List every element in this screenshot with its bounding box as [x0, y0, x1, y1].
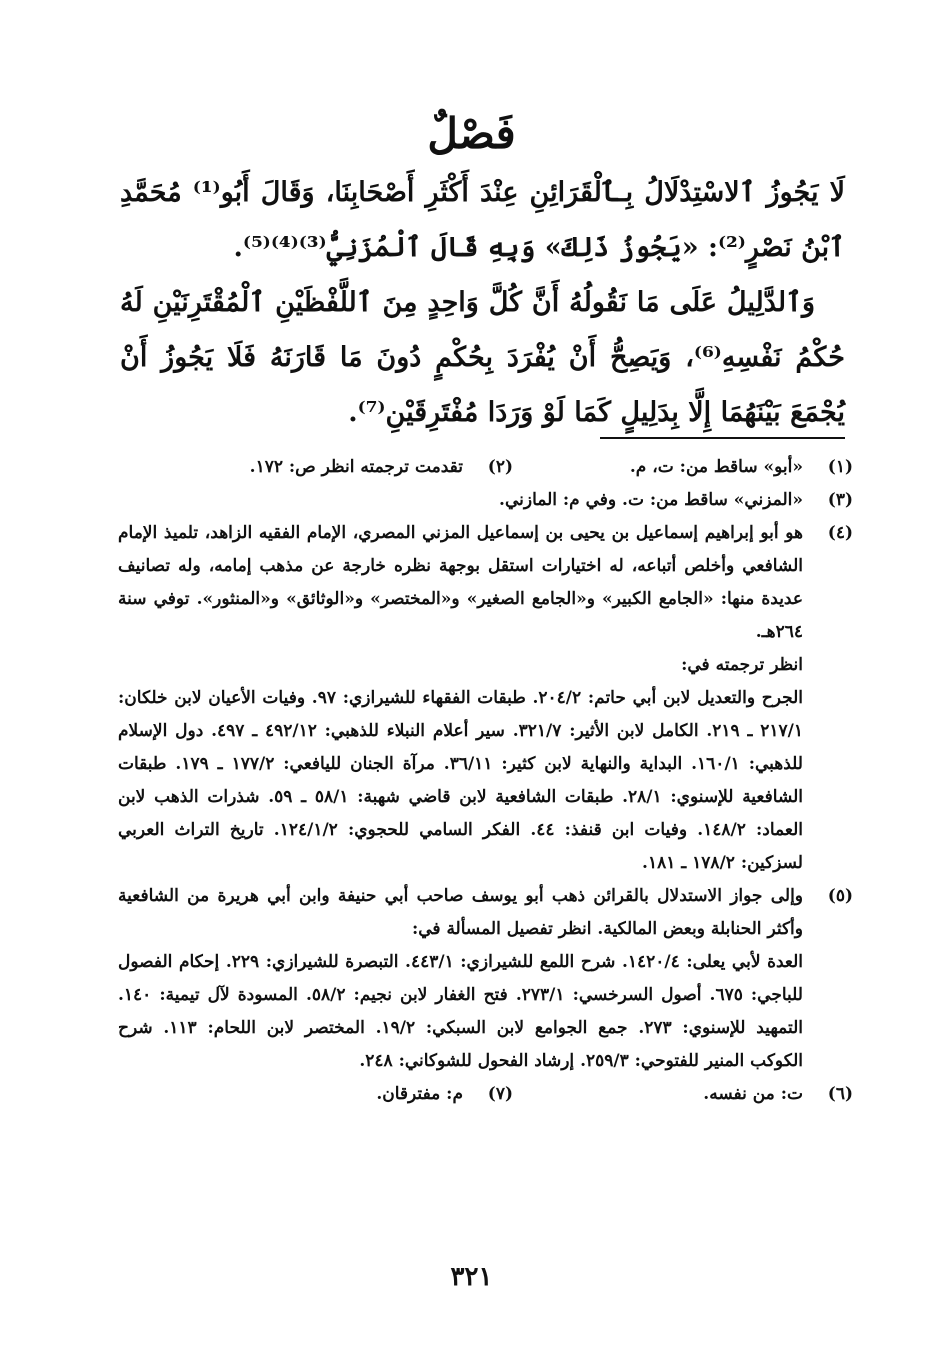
footnote-4 [118, 517, 853, 880]
footnote-number: (١) [827, 457, 853, 477]
footnote-references: العدة لأبي يعلى: ١٤٢٠/٤. شرح اللمع للشيرازي: ٤٤٣/١. التبصرة للشيرازي: ٢٢٩. إحكام الفصول للباجي: ٦٧٥. أصول السرخسي: ٢٧٣/١. فتح الغفار لابن نجيم: ٥٨/٢. المسودة لآل تيمية: ١٤٠. التمهيد للإسنوي: ٢٧٣. جمع الجوامع لابن السبكي: ١٩/٢. المختصر لابن اللحام: ١١٣. شرح الكوكب المنير للفتوحي: ٢٥٩/٣. إرشاد الفحول للشوكاني: ٢٤٨. [118, 952, 804, 1071]
footnote-row-6-7 [118, 1078, 853, 1111]
footnote-body [118, 880, 803, 1078]
footnote-body [118, 517, 803, 880]
footnote-text: «المزني» ساقط من: ت. وفي م: المازني. [499, 490, 803, 510]
footnote-number: (٢) [487, 457, 513, 477]
footnote-see-also: انظر ترجمته في: [681, 655, 803, 675]
footnote-1 [513, 451, 853, 484]
main-paragraph-1: لَا يَجُوزُ ٱلاسْتِدْلَالُ بِـٱلْقَرَائِنِ عِنْدَ أَكْثَرِ أَصْحَابِنَا، وَقَالَ أَبُو⁽¹⁾ مُحَمَّدِ ٱبْنُ نَصْرٍ⁽²⁾: «يَجُوزُ ذَلِكَ» وَبِهِ قَالَ ٱلْمُزَنِيُّ⁽³⁾⁽⁴⁾⁽⁵⁾. [120, 177, 845, 263]
footnote-row-1-2 [118, 451, 853, 484]
footnote-separator [600, 437, 845, 439]
footnote-5 [118, 880, 853, 1078]
footnote-7 [173, 1078, 513, 1111]
main-paragraph-2: وَٱلدَّلِيلُ عَلَى مَا نَقُولُهُ أَنَّ كُلَّ وَاحِدٍ مِنَ ٱللَّفْظَيْنِ ٱلْمُقْتَرِنَيْنِ لَهُ حُكْمُ نَفْسِهِ⁽⁶⁾، وَيَصِحُّ أَنْ يُفْرَدَ بِحُكْمٍ دُونَ مَا قَارَنَهُ فَلَا يَجُوزُ أَنْ يُجْمَعَ بَيْنَهُمَا إِلَّا بِدَلِيلٍ كَمَا لَوْ وَرَدَا مُفْتَرِقَيْنِ⁽⁷⁾. [120, 287, 845, 428]
footnote-text: تقدمت ترجمته انظر ص: ١٧٢. [249, 457, 463, 477]
footnote-number: (٥) [827, 886, 853, 906]
footnote-text: «أبو» ساقط من: ت، م. [629, 457, 803, 477]
footnote-2 [173, 451, 513, 484]
footnote-number: (٤) [827, 523, 853, 543]
footnotes [118, 451, 853, 1111]
main-text [120, 165, 845, 440]
footnote-text: م: مفترقان. [376, 1084, 463, 1104]
section-heading: فَصْلٌ [427, 109, 516, 158]
footnote-3 [118, 484, 853, 517]
footnote-references: الجرح والتعديل لابن أبي حاتم: ٢٠٤/٢. طبقات الفقهاء للشيرازي: ٩٧. وفيات الأعيان لابن خلكان: ٢١٧/١ ـ ٢١٩. الكامل لابن الأثير: ٣٢١/٧. سير أعلام النبلاء للذهبي: ٤٩٢/١٢ ـ ٤٩٧. دول الإسلام للذهبي: ١٦٠/١. البداية والنهاية لابن كثير: ٣٦/١١. مرآة الجنان لليافعي: ١٧٧/٢ ـ ١٧٩. طبقات الشافعية للإسنوي: ٢٨/١. طبقات الشافعية لابن قاضي شهبة: ٥٨/١ ـ ٥٩. شذرات الذهب لابن العماد: ١٤٨/٢. وفيات ابن قنفذ: ٤٤. الفكر السامي للحجوي: ١٢٤/١/٢. تاريخ التراث العربي لسزكين: ١٧٨/٢ ـ ١٨١. [118, 688, 804, 873]
page-number: ٣٢١ [450, 1262, 493, 1292]
footnote-text: ت: من نفسه. [703, 1084, 803, 1104]
footnote-number: (٦) [827, 1084, 853, 1104]
footnote-biography: هو أبو إبراهيم إسماعيل بن يحيى بن إسماعيل المزني المصري، الإمام الفقيه الزاهد، تلميذ الإمام الشافعي وأخلص أتباعه، له اختيارات استقل بوجهة نظره خارجة عن مذهب إمامه، وله تصانيف عديدة منها: «الجامع الكبير» و«الجامع الصغير» و«المختصر» و«الوثائق» و«المنثور». توفي سنة ٢٦٤هـ. [118, 523, 803, 642]
footnote-number: (٣) [827, 490, 853, 510]
footnote-text: وإلى جواز الاستدلال بالقرائن ذهب أبو يوسف صاحب أبي حنيفة وابن أبي هريرة من الشافعية وأكثر الحنابلة وبعض المالكية. انظر تفصيل المسألة في: [118, 886, 803, 939]
footnote-number: (٧) [487, 1084, 513, 1104]
footnote-6 [513, 1078, 853, 1111]
